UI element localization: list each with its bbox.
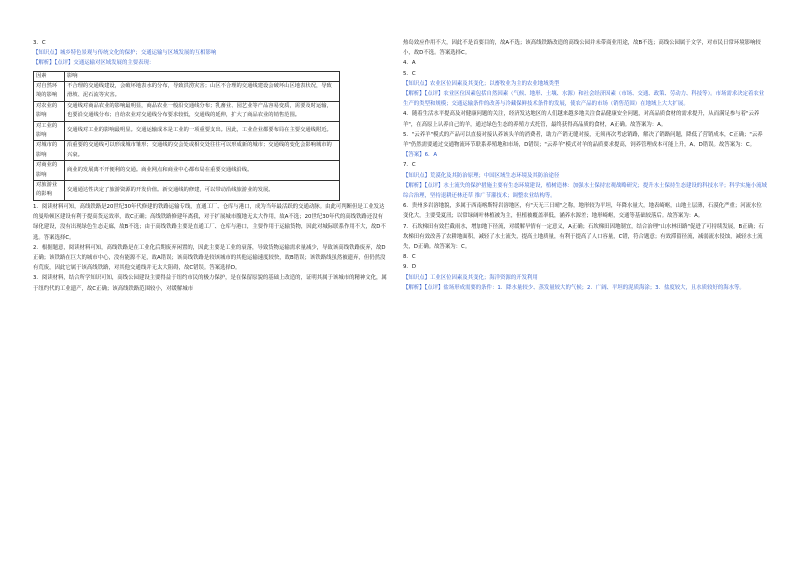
analysis-7: 【解析】【点评】水土流失的保护措施主要有生态环境建设，植树造林：加强水土保持宏观战略研究；提升水土保持生态建设的科技水平；科学实施小流域综合治理，坚持退耕还林还草 推广节灌技术；调整农业结构等。	[403, 182, 767, 200]
solution-5: 5．"云养羊"模式的产品可以直接对接认养该头羊的消费者，助力产销无缝对接，无须再次考虑销路，解决了销路问题，降低了营销成本，C正确；"云养羊"仍然需要通过交通物流环节联系养殖地和市场，D错误；"云养羊"模式对羊的品质要求提高，饲养管理成本可能上升，A、D错误。故答案为：C。	[403, 131, 763, 149]
solution-1: 1．阅读材料可知，高线铁路是20世纪30年代修建的铁路运输专线，直通工厂、仓库与港口，成为当年最活跃的交通动脉。由此可判断但是工业发达的曼哈顿区建设有利于提高货运效率，故C正确；高线铁路修建年离我，对于扩展城市腹地无太大作用，故A不选；20世纪30年代的高线铁路还没有绿化建设，没有出现绿色生态走廊，故B不选；由于高线铁路主要是直通工厂、仓库与港口，主要作用于运输货物，因此对城际联系作用不大，故D不选。答案选择C。	[33, 203, 386, 241]
table-cell: 商业的发展离不开便利的交通。商业网点和商业中心都布局在重要交通线沿线。	[65, 161, 340, 181]
table-cell: 对商业的影响	[34, 161, 65, 181]
answer-9: 9．D	[403, 264, 416, 271]
analysis-5: 【解析】【点评】农业区位因素包括自然因素（气候、地形、土壤、水源）和社会经济因素（市场、交通、政策、劳动力、科技等）。市场需求决定着农业生产的类型和规模；交通运输条件的改善与冷藏保鲜技术条件的发展，使农产品的市场（销售范围）在地域上大大扩展。	[403, 91, 765, 108]
table-cell: 不合理的交通线建设，会破坏地表水的分布，导致洪涝灾害；山区不合理的交通线建设会破坏山区地表状况，导致滑坡、泥石流等灾害。	[65, 82, 340, 102]
table-row	[34, 71, 340, 81]
impact-table	[33, 71, 340, 201]
final-answer-5: 【答案】6．A	[403, 152, 438, 159]
knowledge-point-9: 【知识点】工业区位因素及其变化；海洋资源的开发利用	[403, 274, 538, 281]
knowledge-point-5: 【知识点】农业区位因素及其变化；以畜牧业为主的农业地域类型	[403, 80, 560, 87]
table-row	[34, 82, 340, 102]
solution-3: 3．阅读材料，结合所学知识可知，高线公园建设主要得益于纽约市民的极力保护，是在保留原貌的基础上改造的，证明其属于该城市的精神文化，属于纽约代的工业遗产，故C正确；该高线铁路范围较小，对缓解城市	[33, 275, 387, 292]
left-column	[33, 38, 388, 294]
knowledge-point-3: 【知识点】城乡特色景观与传统文化的保护；交通运输与区域发展的互相影响	[33, 50, 217, 57]
table-cell: 沿重要的交通线可以形成城市雏形；交通线的交会处或相交处往往可以形成新的城市；交通线的变化会影响城市的兴衰。	[65, 141, 340, 161]
solution-4: 4．随着生活水平提高及对健康问题的关注，经济发达地区的人们越来越多地关注食品健康安全问题，对高品质食材的需求提升，从而满足参与着"云养羊"，在高原上认养自己的羊，通过绿色生态的养殖方式托管，最终获得高品质的食材，A正确。故答案为：A。	[403, 111, 760, 128]
answer-8: 8．C	[403, 254, 416, 261]
table-cell: 交通线对商品农业的影响最明显，商品农业一般沿交通线分布；乳畜业、园艺业等产品容易变质，需要及时运输，也要沿交通线分布；自给农业对交通线分布要求较低，交通线的延伸，扩大了商品农业的销售范围。	[65, 101, 340, 121]
answer-3: 3．C	[33, 40, 46, 46]
table-row	[34, 101, 340, 121]
table-cell: 交通线对工业的影响最明显。交通运输成本是工业的一项重要支出。因此，工业企业都要布局在主要交通线附近。	[65, 121, 340, 141]
table-row	[34, 161, 340, 181]
table-cell: 对工业的影响	[34, 121, 65, 141]
solution-3-cont: 热岛效应作用不大，因此不是首要目的，故A不选；该高线铁路改造的高线公园并未带商业用途，故B不选；高线公园属于文学，对市民日常环境影响较小，故D不选。答案选择C。	[403, 40, 761, 57]
answer-4: 4．A	[403, 60, 416, 67]
table-header-cell: 因素	[34, 71, 65, 81]
table-cell: 对农业的影响	[34, 101, 65, 121]
table-cell: 交通通达性决定了旅游资源的开发价值。新交通线的修建，可以带动沿线旅游业的发展。	[65, 181, 340, 201]
solution-7: 7．石坎梯田有效拦截雨水，增加地下径流，对缓解旱情有一定意义，A正确；石坎梯田因地制宜，结合治理"山水林田路"促进了可持续发展，B正确；石坎梯田有效改善了农耕地面积，减轻了水土流失，提高土地质量，有利于提高了人口容量，C错，符合题意；有效滞留径流，减弱流水侵蚀，减轻水土流失，D正确。故答案为：C。	[403, 223, 764, 251]
right-column	[403, 38, 767, 293]
table-cell: 对自然环境的影响	[34, 82, 65, 102]
table-header-cell: 影响	[65, 71, 340, 81]
answer-5: 5．C	[403, 70, 416, 77]
analysis-3: 【解析】【点评】交通运输对区域发展的主要表现：	[33, 60, 155, 67]
answer-6: 7．C	[403, 162, 416, 169]
solution-2: 2．根据题意，阅读材料可知，高线铁路是在工业化后期废弃闲置的，因此主要是工业的衰落，导致货物运输需求量减少，导致该高线铁路废弃，故D正确；该铁路在巨大的城市中心，没有能源不足，故A错误；该高线铁路是较该城市的其他运输速度较快，故B错误；该铁路线虽然被遗弃，但仍然没有荒废，因此它属于该高线铁路，对其他交通线并无太大阻碍，故C错误。答案选择D。	[33, 244, 386, 272]
knowledge-point-7: 【知识点】荒漠化及其防治原理；中国区域生态环境及其防治途径	[403, 172, 560, 179]
table-cell: 对城市的影响	[34, 141, 65, 161]
table-row	[34, 141, 340, 161]
analysis-9: 【解析】【点评】盐场形成需要的条件：1．降水量较少、蒸发量较大的气候；2．广阔、平坦的泥质海涂；3．盐度较大，且水质较好的海水等。	[403, 284, 745, 291]
solution-6: 6．贵州多岩溶地貌，多属于西南喀斯特岩溶地区，有"天无三日晴"之称，地形较为平坦，年降水量大，地表崎岖，山地土层薄，石漠化严重；河流水位变化大，主要受夏汛；以常绿阔叶林植被为主，但植被覆盖率低，涵养水源差；地形崎岖，交通等基础较落后。故答案为：A。	[403, 203, 762, 220]
table-row	[34, 121, 340, 141]
table-row	[34, 181, 340, 201]
table-cell: 对旅游业的影响	[34, 181, 65, 201]
